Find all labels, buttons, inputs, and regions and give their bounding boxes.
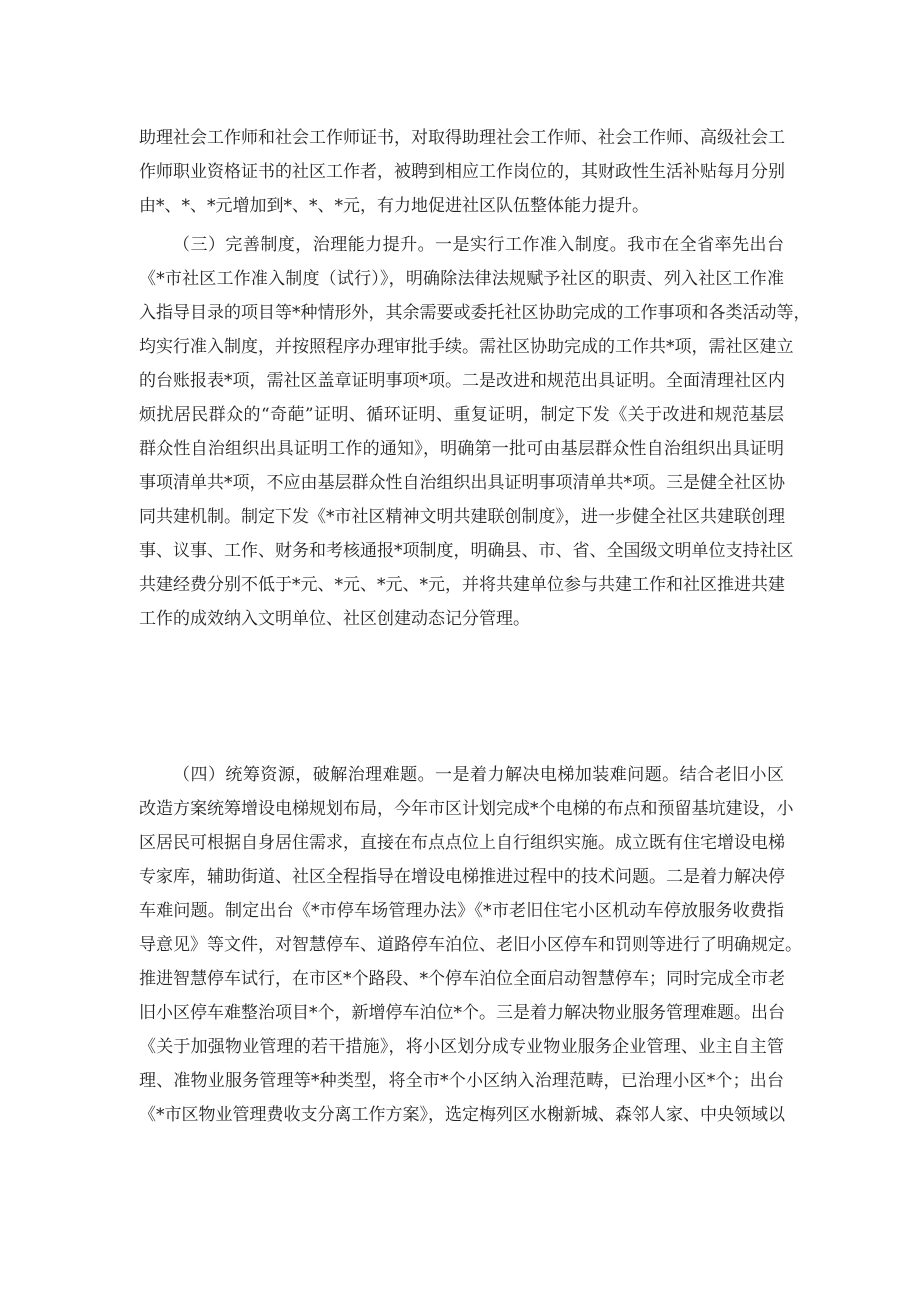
text-line: 均实行准入制度，并按照程序办理审批手续。需社区协助完成的工作共*项，需社区建立	[139, 337, 794, 357]
text-line: 由*、*、*元增加到*、*、*元，有力地促进社区队伍整体能力提升。	[139, 196, 649, 216]
text-line: 理、准物业服务管理等*种类型，将全市*个小区纳入治理范畴，已治理小区*个；出台	[139, 1071, 784, 1091]
text-line: 推进智慧停车试行，在市区*个路段、*个停车泊位全面启动智慧停车；同时完成全市老	[139, 969, 785, 989]
text-line: 区居民可根据自身居住需求，直接在布点点位上自行组织实施。成立既有住宅增设电梯	[139, 833, 785, 853]
text-line: 事、议事、工作、财务和考核通报*项制度，明确县、市、省、全国级文明单位支持社区	[139, 541, 794, 561]
text-line: 改造方案统筹增设电梯规划布局，今年市区计划完成*个电梯的布点和预留基坑建设，小	[139, 799, 794, 819]
text-line: 群众性自治组织出具证明工作的通知》，明确第一批可由基层群众性自治组织出具证明	[139, 439, 784, 459]
text-line: （三）完善制度，治理能力提升。一是实行工作准入制度。我市在全省率先出台	[173, 235, 784, 255]
text-line: 的台账报表*项，需社区盖章证明事项*项。二是改进和规范出具证明。全面清理社区内	[139, 371, 785, 391]
text-line: 《*市社区工作准入制度（试行）》，明确除法律法规赋予社区的职责、列入社区工作准	[139, 269, 784, 289]
text-line: 入指导目录的项目等*种情形外，其余需要或委托社区协助完成的工作事项和各类活动等，	[139, 303, 811, 323]
text-line: 助理社会工作师和社会工作师证书，对取得助理社会工作师、社会工作师、高级社会工	[139, 128, 785, 148]
text-line: 作师职业资格证书的社区工作者，被聘到相应工作岗位的，其财政性生活补贴每月分别	[139, 162, 785, 182]
text-line: 旧小区停车难整治项目*个，新增停车泊位*个。三是着力解决物业服务管理难题。出台	[139, 1003, 785, 1023]
text-line: 车难问题。制定出台《*市停车场管理办法》《*市老旧住宅小区机动车停放服务收费指	[139, 901, 784, 921]
text-line: （四）统筹资源，破解治理难题。一是着力解决电梯加装难问题。结合老旧小区	[173, 765, 784, 785]
text-line: 事项清单共*项，不应由基层群众性自治组织出具证明事项清单共*项。三是健全社区协	[139, 473, 785, 493]
text-line: 工作的成效纳入文明单位、社区创建动态记分管理。	[139, 609, 530, 629]
text-line: 《关于加强物业管理的若干措施》，将小区划分成专业物业服务企业管理、业主自主管	[139, 1037, 784, 1057]
paragraph-section-three	[139, 228, 811, 636]
text-line: 导意见》等文件，对智慧停车、道路停车泊位、老旧小区停车和罚则等进行了明确规定。	[139, 935, 802, 955]
text-line: 同共建机制。制定下发《*市社区精神文明共建联创制度》，进一步健全社区共建联创理	[139, 507, 785, 527]
paragraph-section-four	[139, 758, 802, 1132]
text-line: 烦扰居民群众的“奇葩”证明、循环证明、重复证明，制定下发《关于改进和规范基层	[139, 405, 784, 425]
paragraph-continued	[139, 121, 784, 223]
text-line: 《*市区物业管理费收支分离工作方案》，选定梅列区水榭新城、森邻人家、中央领域以	[139, 1105, 785, 1125]
text-line: 专家库，辅助街道、社区全程指导在增设电梯推进过程中的技术问题。二是着力解决停	[139, 867, 785, 887]
text-line: 共建经费分别不低于*元、*元、*元、*元，并将共建单位参与共建工作和社区推进共建	[139, 575, 785, 595]
